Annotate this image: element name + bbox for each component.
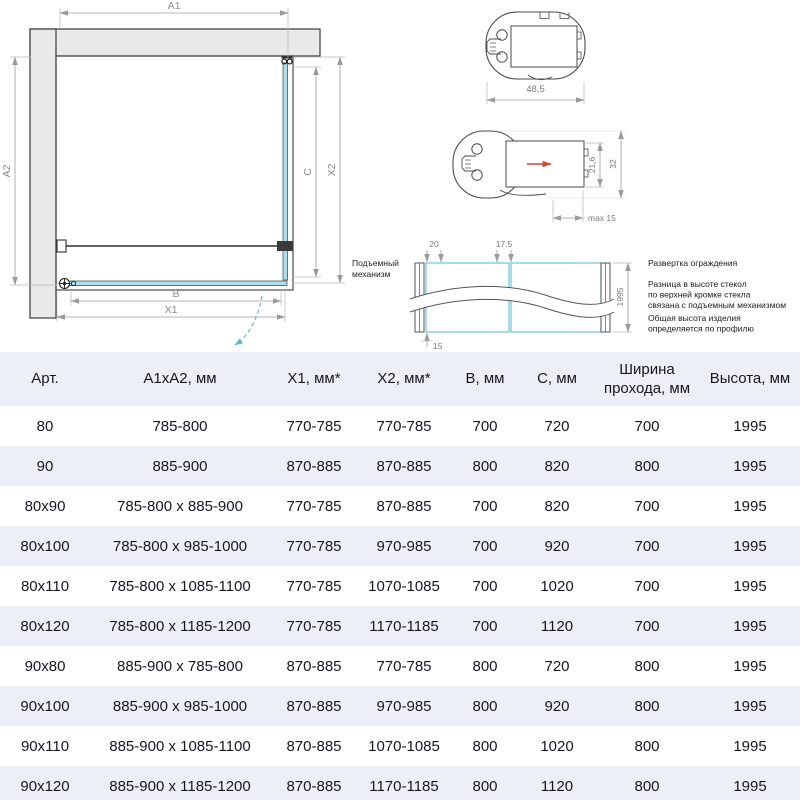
table-cell: 870-885 (286, 737, 342, 755)
table-cell: 1995 (700, 526, 800, 566)
table-cell: 90x100 (0, 686, 90, 726)
table-row (0, 526, 800, 566)
svg-text:32: 32 (608, 159, 618, 169)
table-cell: 800 (472, 737, 498, 755)
svg-text:C: C (302, 168, 314, 176)
svg-text:1995: 1995 (615, 287, 625, 307)
table-cell: 920 (520, 526, 594, 566)
table-cell: 800 (594, 686, 700, 726)
table-row (0, 766, 800, 800)
table-cell: 1995 (700, 606, 800, 646)
table-cell: 700 (594, 606, 700, 646)
table-cell: 800 (594, 446, 700, 486)
table-cell: 870-885 (286, 657, 342, 675)
table-cell: 1170-1185 (358, 766, 450, 800)
table-cell: 885-900 x 1185-1200 (90, 766, 270, 800)
table-cell: 700 (634, 577, 660, 595)
table-cell: 770-785 (376, 417, 432, 435)
table-cell: 800 (594, 766, 700, 800)
svg-text:Развертка ограждения: Развертка ограждения (648, 258, 738, 268)
svg-text:связана с подъемным механизмом: связана с подъемным механизмом (648, 300, 787, 310)
table-cell: 90x120 (0, 766, 90, 800)
table-cell: 700 (634, 497, 660, 515)
table-cell: 700 (472, 577, 498, 595)
lift-mechanism-label: Подъемный (352, 258, 399, 268)
table-cell: 800 (634, 657, 660, 675)
header-cell: Арт. (0, 352, 90, 406)
table-row (0, 606, 800, 646)
table-cell: 1995 (733, 497, 767, 515)
svg-text:по верхней кромке стекла: по верхней кромке стекла (648, 289, 751, 300)
table-cell: 870-885 (270, 766, 358, 800)
unfolded-view (352, 239, 632, 351)
table-cell: 1995 (700, 446, 800, 486)
table-cell: 1995 (733, 417, 767, 435)
table-cell: 80 (36, 417, 54, 435)
profile-section-side (453, 131, 626, 223)
table-cell: 785-800 x 1185-1200 (90, 606, 270, 646)
table-cell: 1070-1085 (368, 577, 440, 595)
dim-c (292, 67, 321, 277)
table-cell: 700 (472, 417, 498, 435)
table-row (0, 566, 800, 606)
header-cell: Х2, мм* (358, 352, 450, 406)
table-cell: 770-785 (270, 606, 358, 646)
dim-x2 (292, 57, 345, 283)
table-head (0, 352, 800, 406)
svg-text:Общая высота изделия: Общая высота изделия (648, 313, 741, 323)
wall-left (30, 29, 56, 318)
technical-drawing (0, 0, 800, 352)
table-cell: 785-800 (152, 417, 208, 435)
table-cell: 1995 (700, 766, 800, 800)
table-cell: 785-800 x 985-1000 (90, 526, 270, 566)
svg-text:max 15: max 15 (588, 213, 616, 223)
table-row (0, 486, 800, 526)
table-cell: 1995 (733, 737, 767, 755)
table-cell: 1995 (733, 657, 767, 675)
table-cell: 820 (544, 497, 570, 515)
table-cell: 870-885 (270, 446, 358, 486)
table-cell: 1120 (520, 766, 594, 800)
svg-text:Разница в высоте стекол: Разница в высоте стекол (648, 279, 747, 289)
table-cell: 785-800 x 885-900 (117, 497, 243, 515)
table-cell: 80x110 (20, 577, 70, 595)
table-cell: 885-900 x 985-1000 (90, 686, 270, 726)
table-cell: 800 (634, 737, 660, 755)
header-row (0, 352, 800, 406)
svg-text:20: 20 (429, 239, 439, 249)
table-cell: 885-900 x 1085-1100 (109, 737, 251, 755)
table-cell: 1070-1085 (368, 737, 440, 755)
table-row (0, 686, 800, 726)
table-cell: 700 (450, 606, 520, 646)
table-cell: 700 (472, 497, 498, 515)
table-cell: 820 (520, 446, 594, 486)
table-cell: 970-985 (358, 686, 450, 726)
table-cell: 770-785 (376, 657, 432, 675)
table-cell: 870-885 (270, 686, 358, 726)
table-cell: 885-900 x 785-800 (117, 657, 243, 675)
towel-bar (57, 240, 293, 252)
profile-section-top (486, 12, 585, 104)
table-row (0, 726, 800, 766)
table-cell: 970-985 (358, 526, 450, 566)
svg-text:A1: A1 (167, 0, 181, 12)
table-cell: 90 (0, 446, 90, 486)
svg-text:A2: A2 (1, 164, 13, 178)
table-row (0, 406, 800, 446)
table-cell: 720 (544, 657, 570, 675)
table-cell: 870-885 (358, 446, 450, 486)
svg-text:определяется по профилю: определяется по профилю (648, 323, 754, 334)
svg-text:21,6: 21,6 (587, 156, 597, 174)
table-cell: 1995 (700, 686, 800, 726)
table-cell: 1120 (520, 606, 594, 646)
dim-unfolded-height (612, 263, 632, 332)
table-cell: 80x90 (24, 497, 66, 515)
table-cell: 770-785 (286, 497, 342, 515)
dim-profile-width (487, 82, 584, 104)
table-cell: 700 (634, 417, 660, 435)
table-cell: 920 (520, 686, 594, 726)
table-cell: 870-885 (376, 497, 432, 515)
header-cell: А1хА2, мм (90, 352, 270, 406)
header-cell: Высота, мм (700, 352, 800, 406)
table-cell: 1170-1185 (358, 606, 450, 646)
table-cell: 1020 (540, 737, 574, 755)
table-row (0, 446, 800, 486)
svg-text:механизм: механизм (352, 269, 391, 279)
dim-inner-height (586, 143, 604, 187)
table-cell: 1020 (540, 577, 574, 595)
table-cell: 770-785 (270, 526, 358, 566)
dim-max-depth (553, 190, 616, 223)
fixed-glass (62, 281, 287, 286)
table-cell: 800 (472, 657, 498, 675)
dim-x1 (57, 288, 285, 322)
svg-text:15: 15 (433, 341, 443, 351)
dim-offset-top-left (427, 239, 441, 262)
table-cell: 80x120 (0, 606, 90, 646)
header-cell: С, мм (520, 352, 594, 406)
table-cell: 90x80 (24, 657, 66, 675)
svg-text:48,5: 48,5 (526, 84, 545, 95)
table-cell: 770-785 (286, 577, 342, 595)
svg-text:X1: X1 (164, 304, 178, 316)
plan-view (1, 0, 345, 345)
table-cell: 700 (450, 526, 520, 566)
header-cell: В, мм (450, 352, 520, 406)
table-cell: 785-800 x 1085-1100 (109, 577, 251, 595)
table-cell: 1995 (733, 577, 767, 595)
enclosure-outline (56, 56, 293, 290)
table-cell: 720 (544, 417, 570, 435)
table-cell: 885-900 (90, 446, 270, 486)
notes-block (648, 258, 786, 334)
header-cell: Х1, мм* (270, 352, 358, 406)
table-cell: 800 (450, 766, 520, 800)
table-cell: 800 (450, 686, 520, 726)
svg-text:17,5: 17,5 (495, 239, 513, 249)
door-swing-arc (235, 296, 262, 345)
svg-text:B: B (172, 288, 180, 300)
table-cell: 800 (450, 446, 520, 486)
table-row (0, 646, 800, 686)
table-cell: 700 (594, 526, 700, 566)
wall-top (30, 29, 320, 56)
table-cell: 80x100 (0, 526, 90, 566)
dim-offset-top-right (496, 239, 513, 262)
table-cell: 770-785 (286, 417, 342, 435)
table-body (0, 406, 800, 800)
svg-text:X2: X2 (326, 163, 338, 177)
size-table (0, 352, 800, 800)
table-cell: 90x110 (20, 737, 70, 755)
header-cell: Ширина прохода, мм (594, 352, 700, 406)
dim-offset-bottom (421, 333, 443, 351)
